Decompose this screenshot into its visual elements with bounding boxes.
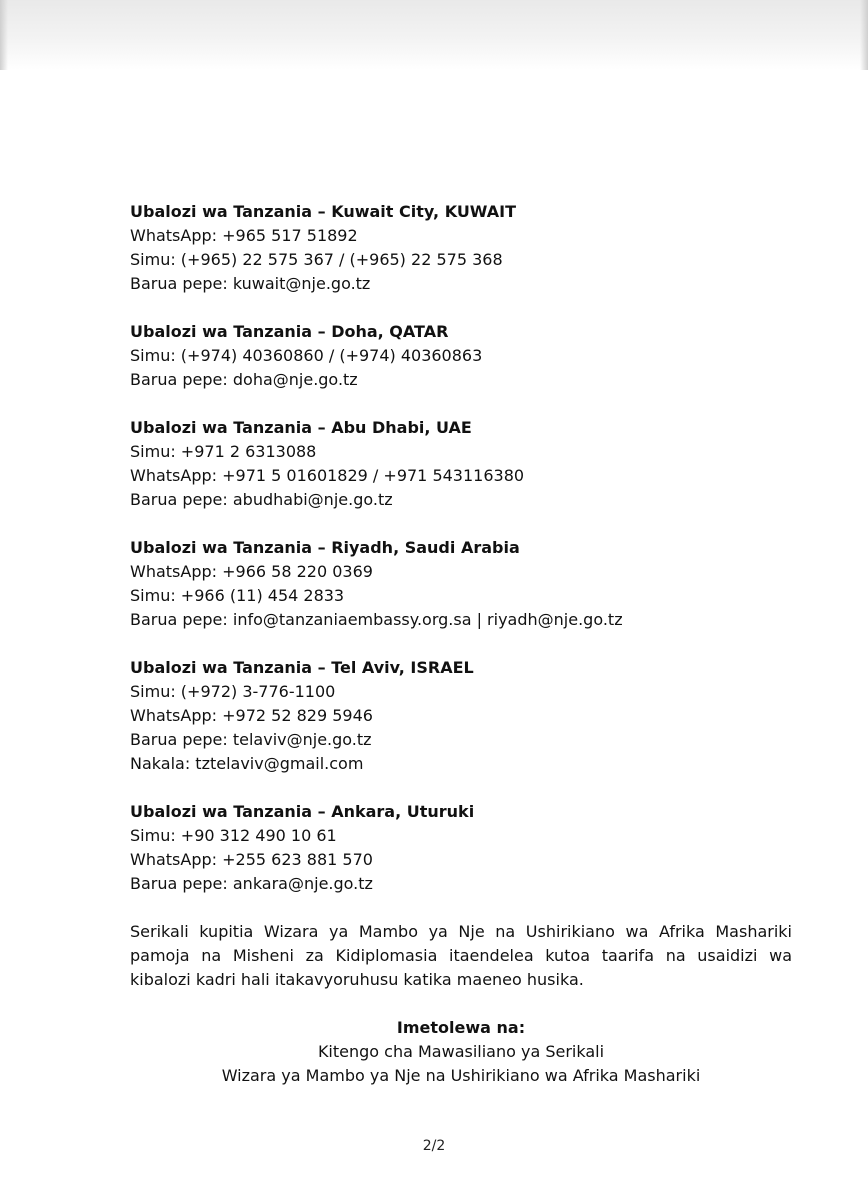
issued-by-label: Imetolewa na: bbox=[396, 1018, 526, 1037]
scan-top-shadow bbox=[0, 0, 868, 70]
contact-whatsapp: WhatsApp: +971 5 01601829 / +971 543116380 bbox=[130, 466, 525, 485]
embassy-saudi-arabia bbox=[130, 536, 792, 632]
contact-whatsapp: WhatsApp: +966 58 220 0369 bbox=[130, 562, 373, 581]
contact-copy: Nakala: tztelaviv@gmail.com bbox=[130, 754, 364, 773]
contact-phone: Simu: +90 312 490 10 61 bbox=[130, 826, 337, 845]
scan-edge-left bbox=[0, 0, 8, 70]
embassy-turkey bbox=[130, 800, 792, 896]
embassy-kuwait bbox=[130, 200, 792, 296]
embassy-israel bbox=[130, 656, 792, 776]
embassy-uae bbox=[130, 416, 792, 512]
contact-email: Barua pepe: info@tanzaniaembassy.org.sa | riyadh@nje.go.tz bbox=[130, 610, 623, 629]
contact-phone: Simu: (+974) 40360860 / (+974) 40360863 bbox=[130, 346, 483, 365]
contact-phone: Simu: (+972) 3-776-1100 bbox=[130, 682, 336, 701]
embassy-qatar bbox=[130, 320, 792, 392]
embassy-title: Ubalozi wa Tanzania – Doha, QATAR bbox=[130, 322, 449, 341]
contact-email: Barua pepe: doha@nje.go.tz bbox=[130, 370, 358, 389]
embassy-title: Ubalozi wa Tanzania – Tel Aviv, ISRAEL bbox=[130, 658, 474, 677]
embassy-title: Ubalozi wa Tanzania – Kuwait City, KUWAIT bbox=[130, 202, 516, 221]
issuer-ministry: Wizara ya Mambo ya Nje na Ushirikiano wa Afrika Mashariki bbox=[221, 1066, 701, 1085]
page-number: 2/2 bbox=[422, 1138, 446, 1154]
contact-email: Barua pepe: abudhabi@nje.go.tz bbox=[130, 490, 393, 509]
embassy-title: Ubalozi wa Tanzania – Abu Dhabi, UAE bbox=[130, 418, 472, 437]
contact-email: Barua pepe: telaviv@nje.go.tz bbox=[130, 730, 372, 749]
issuer-unit: Kitengo cha Mawasiliano ya Serikali bbox=[317, 1042, 605, 1061]
embassy-title: Ubalozi wa Tanzania – Ankara, Uturuki bbox=[130, 802, 475, 821]
contact-email: Barua pepe: kuwait@nje.go.tz bbox=[130, 274, 371, 293]
contact-whatsapp: WhatsApp: +965 517 51892 bbox=[130, 226, 358, 245]
contact-whatsapp: WhatsApp: +972 52 829 5946 bbox=[130, 706, 373, 725]
contact-whatsapp: WhatsApp: +255 623 881 570 bbox=[130, 850, 373, 869]
closing-paragraph: Serikali kupitia Wizara ya Mambo ya Nje na Ushirikiano wa Afrika Mashariki pamoja na Misheni za Kidiplomasia itaendelea kutoa taarifa na usaidizi wa kibalozi kadri hali itakavyoruhusu katika maeneo husika. bbox=[130, 922, 792, 989]
issued-by-block bbox=[130, 1016, 792, 1088]
document-body bbox=[130, 200, 792, 1088]
scan-edge-right bbox=[860, 0, 868, 70]
embassy-title: Ubalozi wa Tanzania – Riyadh, Saudi Arabia bbox=[130, 538, 520, 557]
contact-phone: Simu: +971 2 6313088 bbox=[130, 442, 317, 461]
contact-phone: Simu: (+965) 22 575 367 / (+965) 22 575 368 bbox=[130, 250, 503, 269]
contact-email: Barua pepe: ankara@nje.go.tz bbox=[130, 874, 373, 893]
contact-phone: Simu: +966 (11) 454 2833 bbox=[130, 586, 345, 605]
